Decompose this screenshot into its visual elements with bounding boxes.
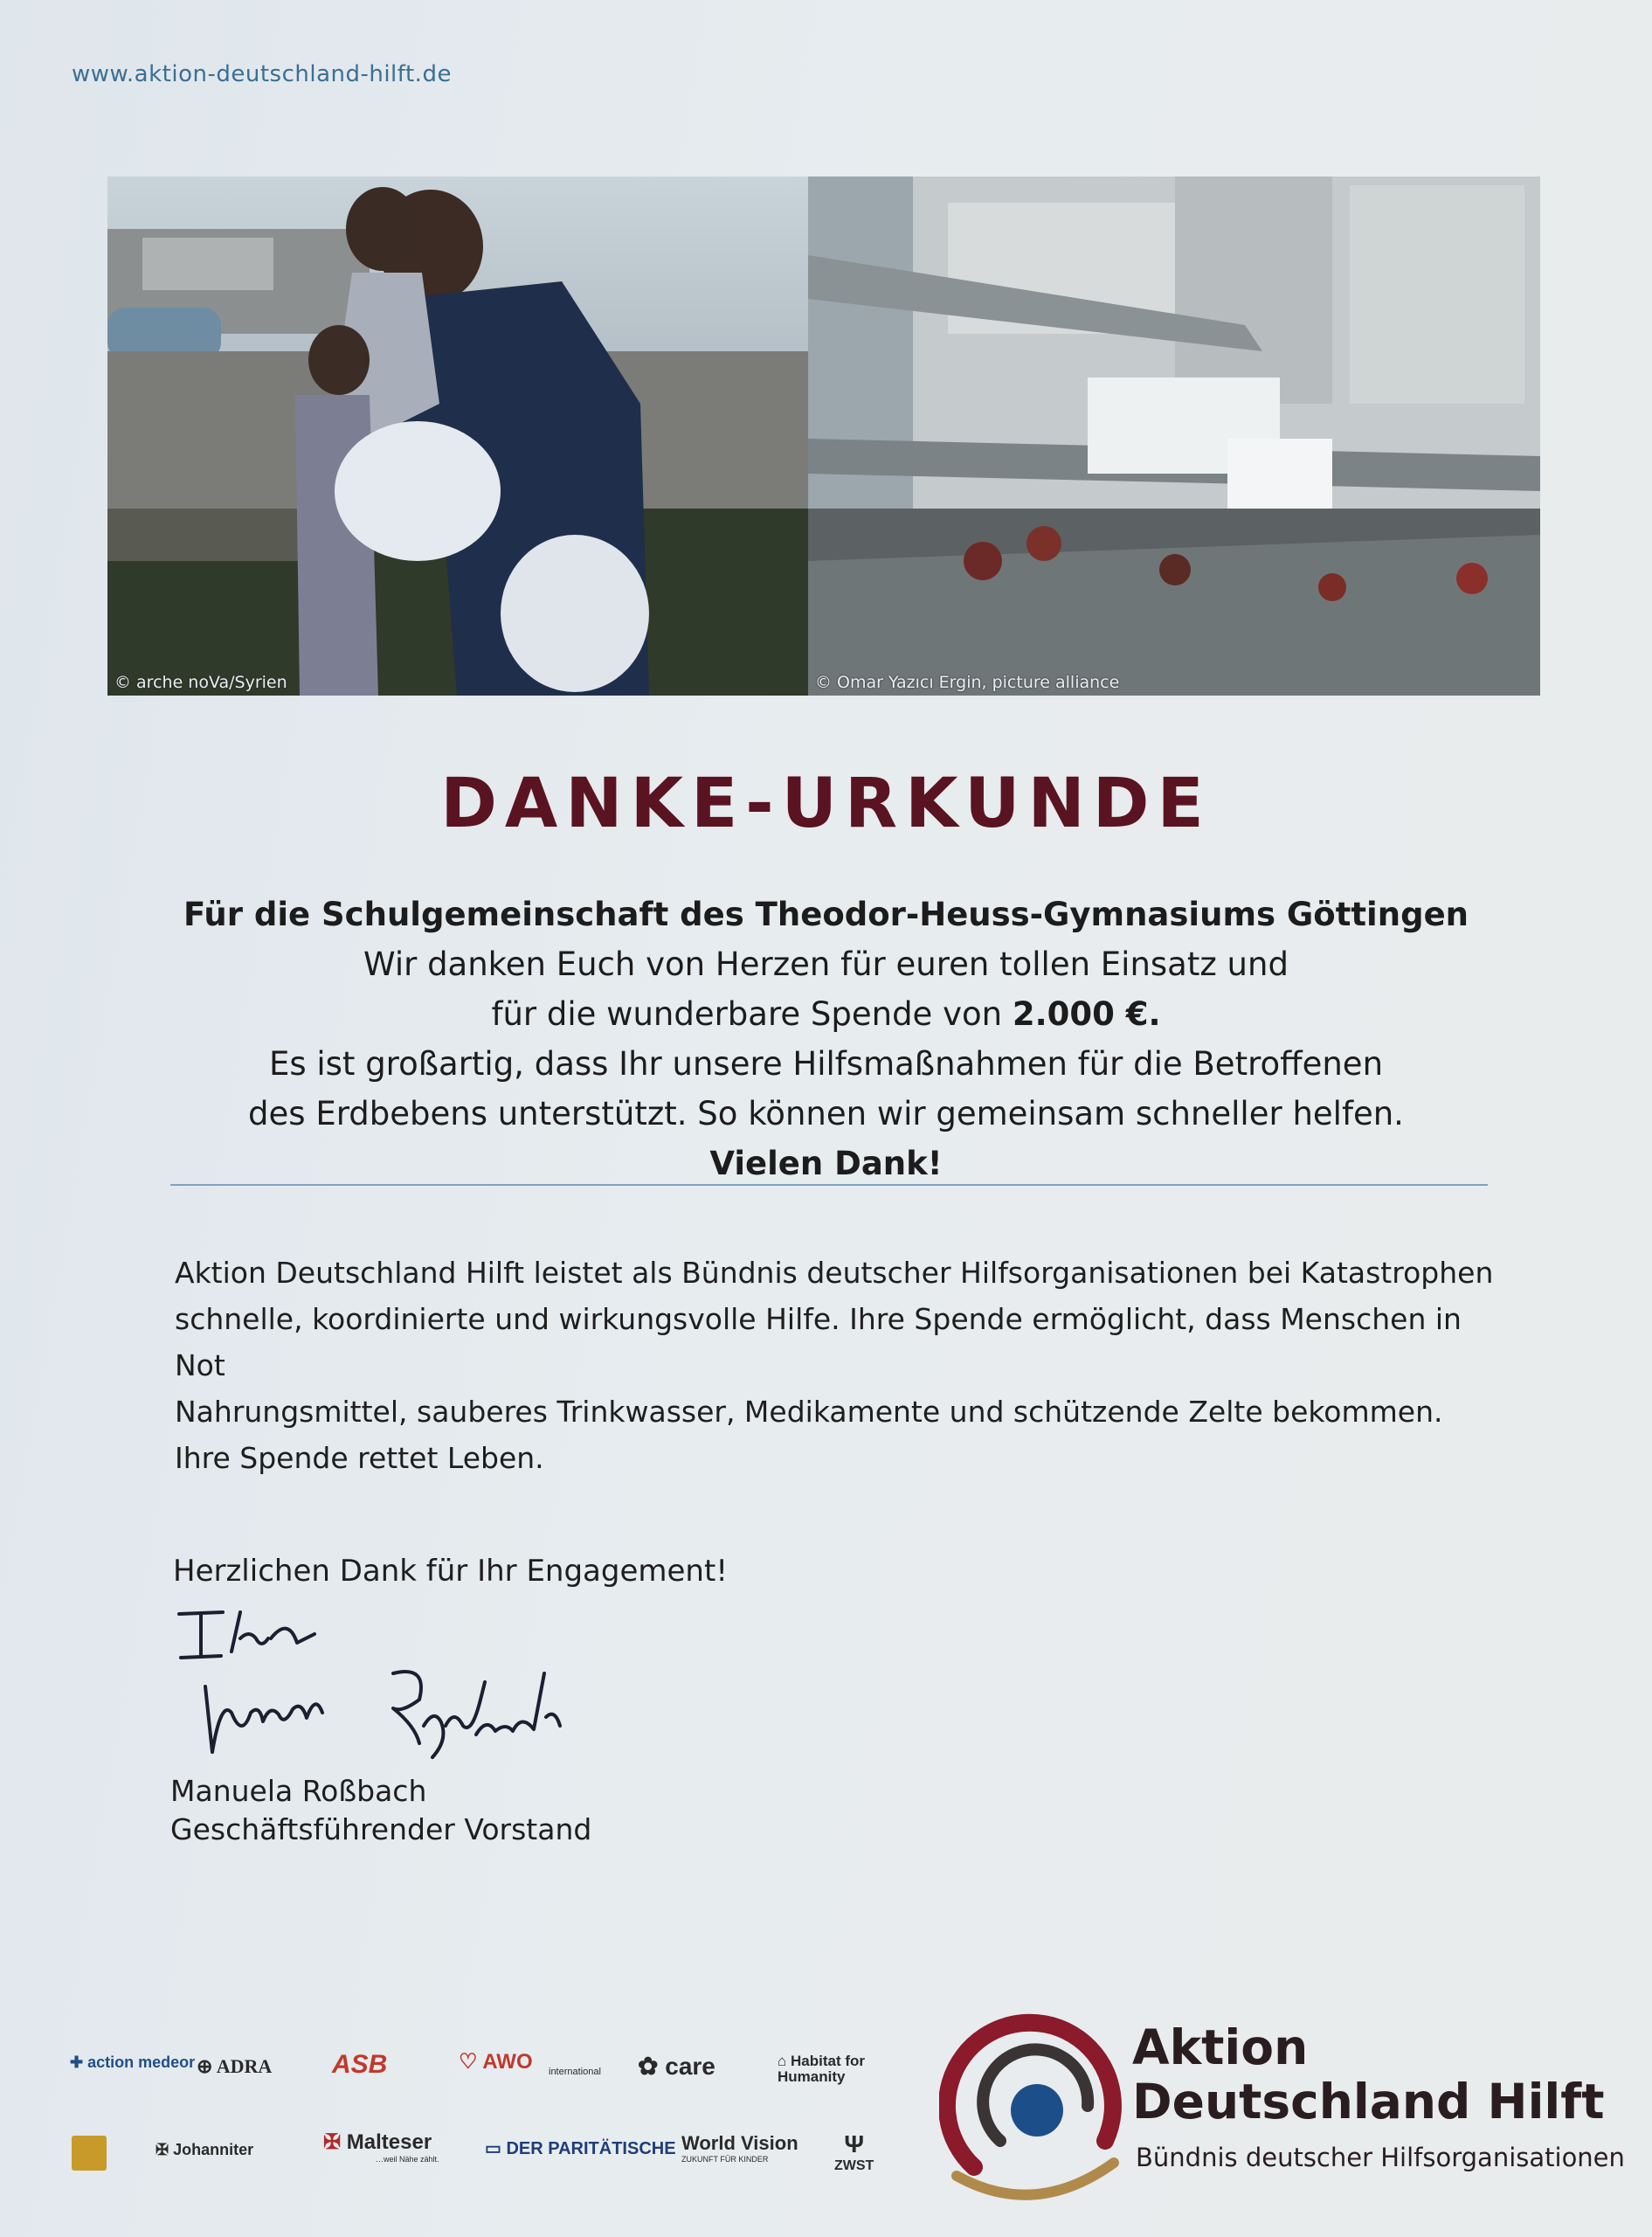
logo-johanniter	[156, 2141, 253, 2159]
care-label: care	[665, 2053, 715, 2080]
world-vision-label: World Vision	[681, 2132, 798, 2154]
aid-distribution-photo	[107, 177, 808, 696]
logo-humanity-inclusion	[549, 2067, 601, 2077]
thanks-line-2	[0, 989, 1652, 1039]
logo-awo	[459, 2049, 533, 2074]
humanity-inclusion-label: international	[549, 2067, 601, 2077]
thanks-text	[0, 890, 1652, 1188]
about-line-4: Ihre Spende rettet Leben.	[175, 1441, 544, 1475]
logo-action-medeor	[70, 2053, 195, 2072]
logo-zwst	[834, 2130, 874, 2174]
maltese-cross-icon: ✠	[323, 2130, 342, 2154]
about-line-3: Nahrungsmittel, sauberes Trinkwasser, Medikamente und schützende Zelte bekommen.	[175, 1395, 1443, 1429]
signer-name: Manuela Roßbach	[170, 1774, 427, 1808]
certificate-title: DANKE-URKUNDE	[440, 765, 1212, 843]
asb-label: ASB	[332, 2050, 388, 2079]
adra-label: ADRA	[216, 2055, 273, 2077]
organization-name-line-2: Deutschland Hilft	[1132, 2074, 1605, 2130]
habitat-label: Habitat for Humanity	[778, 2053, 866, 2085]
johanniter-label: Johanniter	[173, 2141, 254, 2158]
logo-help	[72, 2136, 107, 2171]
logo-habitat	[778, 2053, 882, 2085]
greeting: Herzlichen Dank für Ihr Engagement!	[173, 1554, 728, 1589]
recipient-line: Für die Schulgemeinschaft des Theodor-Heuss-Gymnasiums Göttingen	[183, 896, 1469, 933]
logo-adra	[197, 2055, 272, 2078]
logo-care	[638, 2052, 715, 2081]
thanks-line-4: des Erdbebens unterstützt. So können wir gemeinsam schneller helfen.	[248, 1095, 1404, 1132]
johanniter-icon: ✠	[156, 2141, 169, 2158]
signer-role: Geschäftsführender Vorstand	[170, 1812, 592, 1846]
logo-world-vision	[681, 2132, 798, 2164]
organization-subtitle: Bündnis deutscher Hilfsorganisationen	[1136, 2143, 1625, 2172]
organization-name-line-1: Aktion	[1132, 2019, 1309, 2075]
photo-credit-left: © arche noVa/Syrien	[114, 673, 287, 692]
malteser-slogan: …weil Nähe zählt.	[376, 2155, 439, 2164]
aktion-deutschland-hilft-logo-icon	[939, 2010, 1133, 2204]
house-icon: ⌂	[778, 2053, 787, 2069]
divider	[170, 1184, 1488, 1186]
earthquake-rubble-photo	[808, 177, 1540, 696]
closing-line: Vielen Dank!	[709, 1145, 943, 1182]
heart-icon: ♡	[459, 2050, 478, 2074]
photo-credit-right: © Omar Yazıcı Ergin, picture alliance	[815, 673, 1120, 692]
action-medeor-icon: ✚	[70, 2053, 84, 2071]
paritaetische-icon: ▭	[485, 2139, 501, 2158]
world-vision-slogan: ZUKUNFT FÜR KINDER	[681, 2155, 769, 2164]
thanks-line-1: Wir danken Euch von Herzen für euren tollen Einsatz und	[363, 945, 1289, 983]
organization-name	[1132, 2020, 1605, 2129]
signer-block	[170, 1772, 591, 1849]
menorah-icon: Ψ	[844, 2130, 864, 2157]
about-paragraph	[175, 1250, 1520, 1481]
about-line-1: Aktion Deutschland Hilft leistet als Bündnis deutscher Hilfsorganisationen bei Katastrophen	[175, 1256, 1494, 1290]
care-icon: ✿	[638, 2053, 659, 2080]
website-url[interactable]: www.aktion-deutschland-hilft.de	[72, 61, 452, 87]
action-medeor-label: action medeor	[87, 2053, 196, 2071]
adra-icon: ⊕	[197, 2055, 213, 2077]
logo-malteser	[323, 2130, 439, 2164]
about-line-2: schnelle, koordinierte und wirkungsvolle Hilfe. Ihre Spende ermöglicht, dass Menschen in Not	[175, 1302, 1462, 1382]
logo-paritaetische	[485, 2137, 676, 2159]
awo-label: AWO	[482, 2050, 533, 2074]
donation-text: für die wunderbare Spende von	[491, 995, 1013, 1033]
malteser-label: Malteser	[346, 2130, 432, 2154]
donation-amount: 2.000 €.	[1012, 995, 1161, 1033]
thanks-line-3: Es ist großartig, dass Ihr unsere Hilfsmaßnahmen für die Betroffenen	[268, 1045, 1384, 1083]
handwritten-signature	[170, 1603, 590, 1778]
paritaetische-label: DER PARITÄTISCHE	[506, 2139, 676, 2158]
zwst-label: ZWST	[834, 2158, 874, 2173]
logo-asb	[332, 2050, 387, 2080]
